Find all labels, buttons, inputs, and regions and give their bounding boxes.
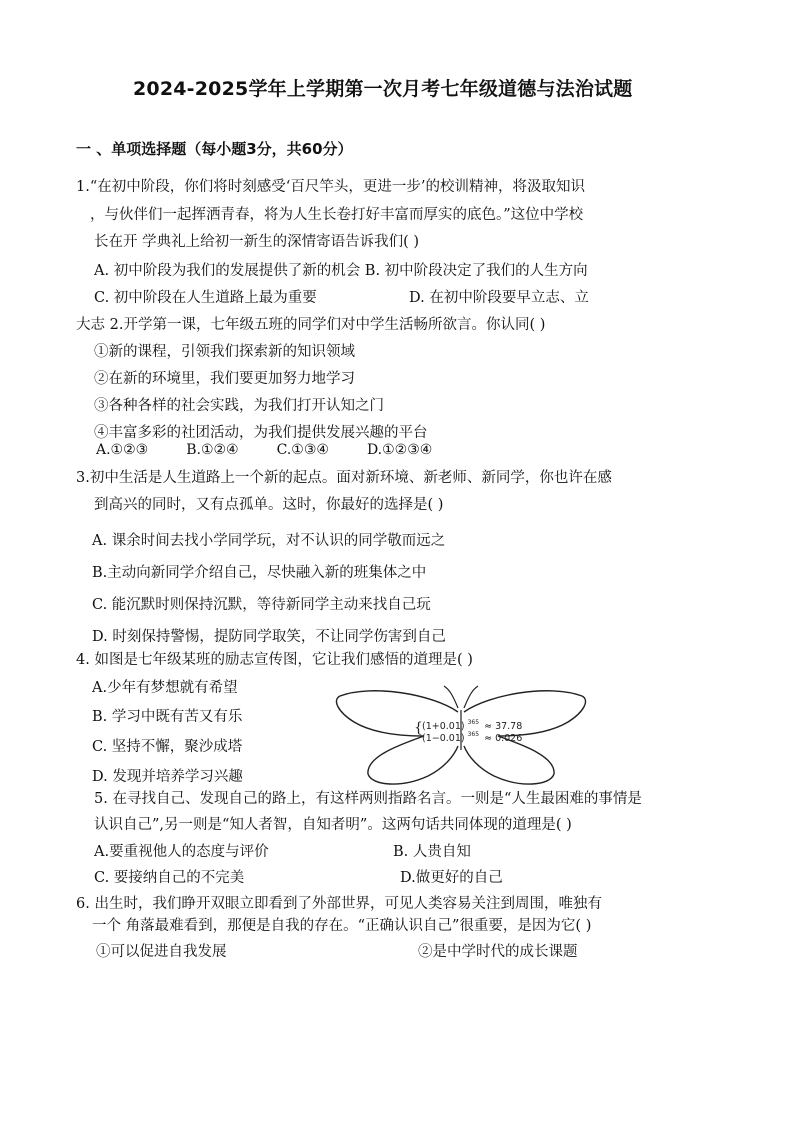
q4-option-c: C. 坚持不懈，聚沙成塔 xyxy=(92,739,243,755)
q3-stem-line-2: 到高兴的同时，又有点孤单。这时，你最好的选择是( ) xyxy=(94,497,444,513)
q2-option-a: A.①②③ xyxy=(96,442,149,458)
formula-line-1-result: ≈ 37.78 xyxy=(484,721,523,732)
q3-option-b: B.主动向新同学介绍自己，尽快融入新的班集体之中 xyxy=(92,565,427,581)
q6-stem-line-2: 一个 角落最难看到，那便是自我的存在。“正确认识自己”很重要，是因为它( ) xyxy=(92,918,592,934)
butterfly-figure xyxy=(332,682,590,790)
q3-stem-line-1: 3.初中生活是人生道路上一个新的起点。面对新环境、新老师、新同学，你也许在感 xyxy=(76,470,612,486)
q4-option-b: B. 学习中既有苦又有乐 xyxy=(92,709,243,725)
formula-line-2-exponent: 365 xyxy=(467,731,480,738)
q4-option-a: A.少年有梦想就有希望 xyxy=(92,680,238,696)
q2-item-2: ②在新的环境里，我们要更加努力地学习 xyxy=(94,371,355,387)
q1-stem-line-2: ，与伙伴们一起挥洒青春，将为人生长卷打好丰富而厚实的底色。”这位中学校 xyxy=(90,207,584,223)
q2-stem: 大志 2.开学第一课，七年级五班的同学们对中学生活畅所欲言。你认同( ) xyxy=(76,317,546,333)
q2-item-4: ④丰富多彩的社团活动，为我们提供发展兴趣的平台 xyxy=(94,425,428,441)
q2-option-c: C.①③④ xyxy=(276,442,329,458)
q1-option-ab: A. 初中阶段为我们的发展提供了新的机会 B. 初中阶段决定了我们的人生方向 xyxy=(94,263,588,279)
svg-text:(1+0.01) 365 ≈ 37.78 xyxy=(422,716,522,732)
q2-item-3: ③各种各样的社会实践，为我们打开认知之门 xyxy=(94,398,384,414)
svg-text:{: { xyxy=(414,720,423,736)
q5-option-c: C. 要接纳自己的不完美 xyxy=(94,870,245,886)
q2-options xyxy=(96,442,516,458)
q1-option-c: C. 初中阶段在人生道路上最为重要 xyxy=(94,290,317,306)
section-heading: 一 、单项选择题（每小题3分，共60分） xyxy=(76,140,353,158)
q3-option-c: C. 能沉默时则保持沉默，等待新同学主动来找自己玩 xyxy=(92,597,431,613)
q6-item-2: ②是中学时代的成长课题 xyxy=(418,944,578,960)
q5-option-a: A.要重视他人的态度与评价 xyxy=(94,844,269,860)
page-title: 2024-2025学年上学期第一次月考七年级道德与法治试题 xyxy=(133,78,633,100)
q1-stem-line-1: 1.“在初中阶段，你们将时刻感受‘百尺竿头，更进一步’的校训精神，将汲取知识 xyxy=(76,179,585,195)
formula-line-1-base: (1+0.01) xyxy=(422,721,465,732)
q5-option-b: B. 人贵自知 xyxy=(393,844,471,860)
butterfly-wing-right xyxy=(464,691,586,784)
q2-option-d: D.①②③④ xyxy=(366,442,433,458)
formula-line-2-base: (1−0.01) xyxy=(422,733,465,744)
q2-item-1: ①新的课程，引领我们探索新的知识领域 xyxy=(94,344,355,360)
q6-stem-line-1: 6. 出生时，我们睁开双眼立即看到了外部世界，可见人类容易关注到周围，唯独有 xyxy=(76,896,602,912)
q2-option-b: B.①②④ xyxy=(186,442,239,458)
q4-option-d: D. 发现并培养学习兴趣 xyxy=(92,769,243,785)
q1-stem-line-3: 长在开 学典礼上给初一新生的深情寄语告诉我们( ) xyxy=(94,234,420,250)
q5-stem-line-1: 5. 在寻找自己、发现自己的路上，有这样两则指路名言。一则是“人生最困难的事情是 xyxy=(94,791,642,807)
q5-option-d: D.做更好的自己 xyxy=(400,870,503,886)
q3-option-a: A. 课余时间去找小学同学玩，对不认识的同学敬而远之 xyxy=(92,533,446,549)
q6-item-1: ①可以促进自我发展 xyxy=(96,944,227,960)
formula-line-2-result: ≈ 0.026 xyxy=(484,733,523,744)
q1-option-d: D. 在初中阶段要早立志、立 xyxy=(409,290,589,306)
q3-option-d: D. 时刻保持警惕，提防同学取笑，不让同学伤害到自己 xyxy=(92,629,446,645)
formula-line-1-exponent: 365 xyxy=(467,719,480,726)
q4-stem: 4. 如图是七年级某班的励志宣传图，它让我们感悟的道理是( ) xyxy=(76,652,473,668)
q5-stem-line-2: 认识自己”,另一则是“知人者智，自知者明”。这两句话共同体现的道理是( ) xyxy=(94,817,572,833)
